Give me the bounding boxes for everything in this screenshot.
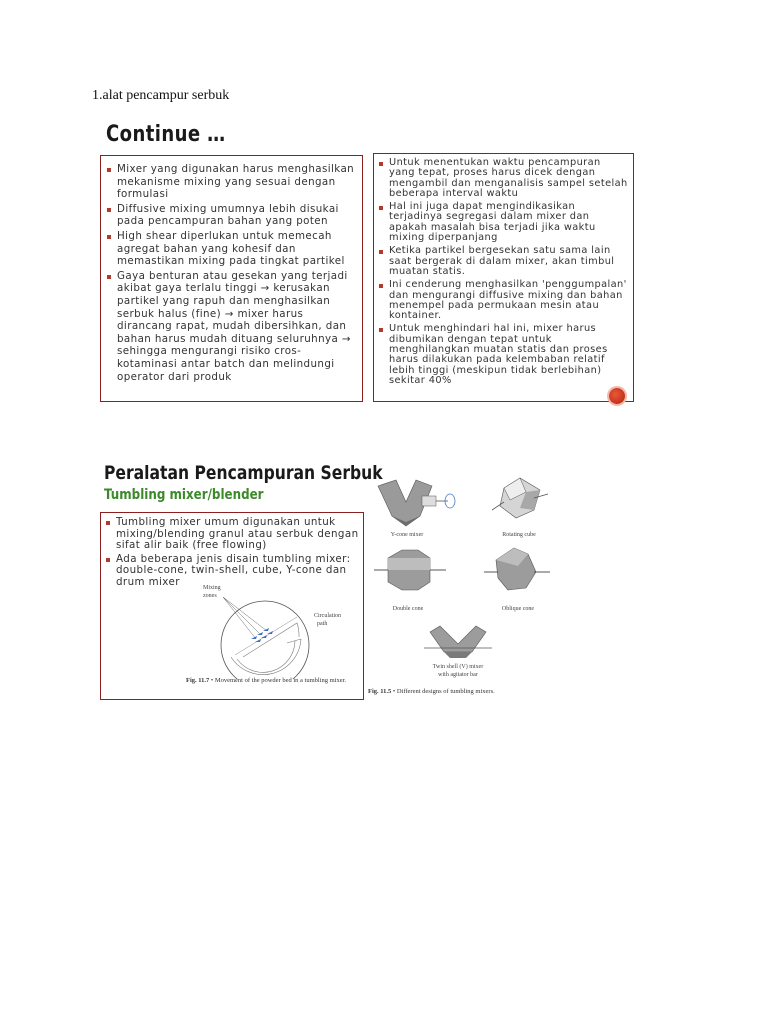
twin-shell-mixer-image: [424, 626, 492, 658]
figure-caption: [368, 688, 552, 696]
fig-label-circulation: Circulation: [314, 613, 341, 619]
slide-heading: Continue …: [106, 122, 226, 147]
double-cone-image: [374, 550, 446, 590]
bullet-box: [100, 512, 364, 700]
bullet-item: Gaya benturan atau gesekan yang terjadi akibat gaya terlalu tinggi → kerusakan partikel yang rapuh dan menghasilkan serbuk halus (fine) → mixer harus dirancang rapat, mudah dibersihkan, dan bahan harus mudah dituang seluruhnya → sehingga mengurangi risiko cros-kotaminasi antar batch dan melindungi operator dari produk: [105, 270, 356, 383]
left-bullet-box: [100, 155, 363, 402]
label-double-cone: Double cone: [392, 606, 424, 612]
slide-tumbling-mixer: [100, 462, 552, 702]
powder-bed-diagram: [201, 587, 313, 679]
bullet-item: Hal ini juga dapat mengindikasikan terjadinya segregasi dalam mixer dan apakah masalah bisa terjadi jika waktu mixing diperpanjang: [377, 202, 629, 243]
bullet-item: Untuk menentukan waktu pencampuran yang tepat, proses harus dicek dengan mengambil dan menganalisis sampel setelah beberapa interval waktu: [377, 158, 629, 199]
figure-number: Fig. 11.7: [186, 677, 210, 684]
label-y-cone: Y-cone mixer: [390, 532, 424, 538]
bullet-item: Tumbling mixer umum digunakan untuk mixing/blending granul atau serbuk dengan sifat alir baik (free flowing): [104, 517, 359, 552]
slide-heading: Peralatan Pencampuran Serbuk: [104, 462, 383, 484]
rotating-cube-image: [492, 478, 548, 518]
oblique-cone-image: [484, 548, 550, 590]
right-bullet-box: [373, 153, 634, 402]
bullet-item: Ketika partikel bergesekan satu sama lain saat bergerak di dalam mixer, akan timbul muatan statis.: [377, 246, 629, 277]
document-title: 1.alat pencampur serbuk: [92, 88, 230, 103]
bullet-item: Diffusive mixing umumnya lebih disukai pada pencampuran bahan yang poten: [105, 203, 356, 228]
fig-label-mixing: Mixing: [203, 585, 221, 591]
bullet-item: High shear diperlukan untuk memecah agregat bahan yang kohesif dan memastikan mixing pada tingkat partikel: [105, 230, 356, 268]
bullet-item: Mixer yang digunakan harus menghasilkan mekanisme mixing yang sesuai dengan formulasi: [105, 163, 356, 201]
slide-decoration-dot: [609, 388, 625, 404]
label-rotating-cube: Rotating cube: [502, 532, 536, 538]
label-oblique-cone: Oblique cone: [501, 606, 535, 612]
figure-caption-text: • Movement of the powder bed in a tumbling mixer.: [210, 677, 347, 684]
label-twin-shell-agitator: with agitator bar: [438, 672, 478, 678]
figure-caption-text: • Different designs of tumbling mixers.: [392, 688, 495, 695]
slide-continue: [100, 118, 636, 408]
bullet-item: Ada beberapa jenis disain tumbling mixer: double-cone, twin-shell, cube, Y-cone dan drum mixer: [104, 554, 359, 589]
label-twin-shell: Twin shell (V) mixer: [432, 664, 484, 670]
bullet-item: Untuk menghindari hal ini, mixer harus dibumikan dengan tepat untuk menghilangkan muatan statis dan proses harus dilakukan pada kelembaban relatif lebih tinggi (meskipun tidak berlebihan) sekitar 40%: [377, 324, 629, 386]
slide-subheading: Tumbling mixer/blender: [104, 487, 264, 503]
fig-label-path: path: [317, 621, 328, 627]
figure-number: Fig. 11.5: [368, 688, 392, 695]
figure-caption: [186, 677, 361, 685]
fig-label-zones: zones: [203, 593, 217, 599]
y-cone-mixer-image: [378, 480, 455, 526]
tumbling-mixer-designs-figure: [368, 468, 552, 702]
bullet-item: Ini cenderung menghasilkan 'penggumpalan' dan mengurangi diffusive mixing dan bahan menempel pada permukaan mesin atau kontainer.: [377, 280, 629, 321]
